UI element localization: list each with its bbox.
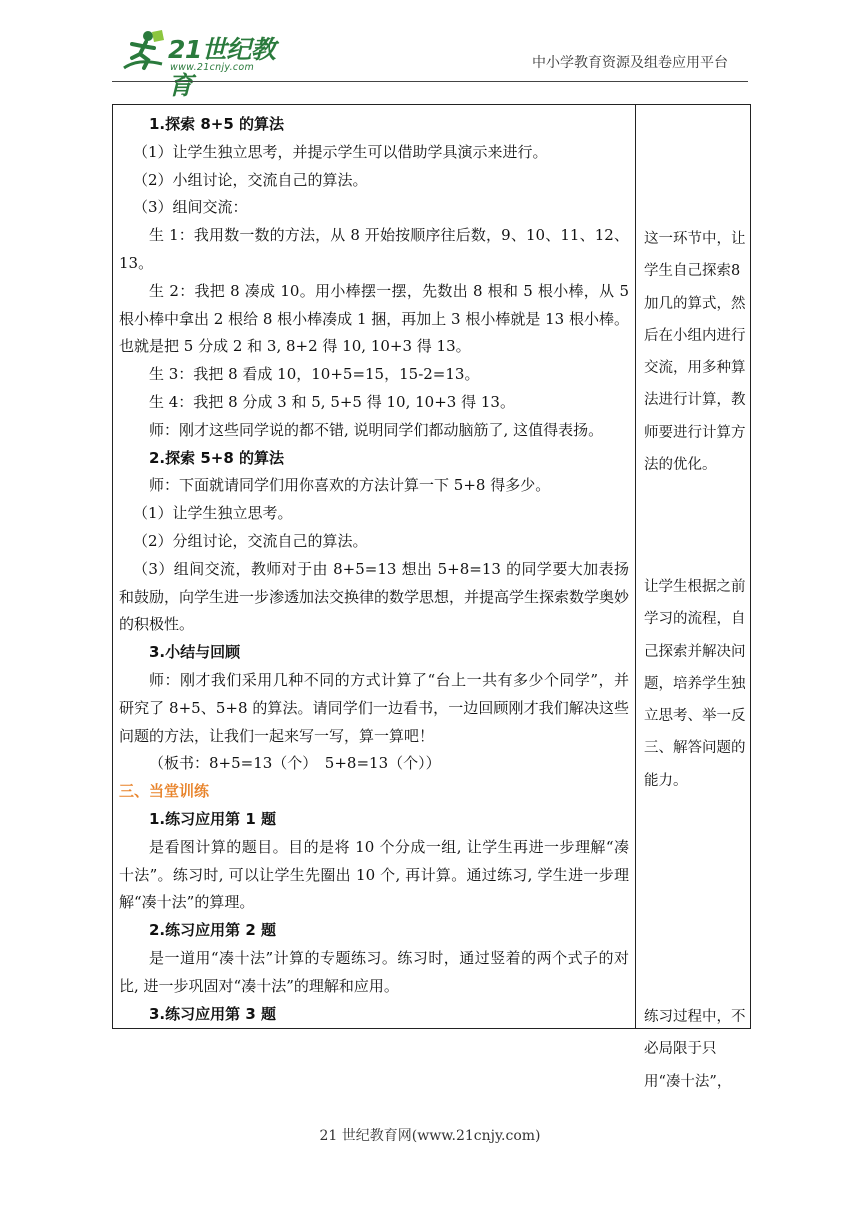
paragraph: 生 1：我用数一数的方法，从 8 开始按顺序往后数，9、10、11、12、13。 — [119, 226, 629, 272]
paragraph: 是看图计算的题目。目的是将 10 个分成一组, 让学生再进一步理解“凑十法”。练习时, 可以让学生先圈出 10 个, 再计算。通过练习, 学生进一步理解“凑十法”的算理。 — [119, 837, 629, 912]
section-heading: 三、当堂训练 — [119, 782, 210, 801]
lesson-content-cell — [113, 105, 636, 1029]
paragraph: 师：下面就请同学们用你喜欢的方法计算一下 5+8 得多少。 — [149, 476, 551, 495]
list-item: （3）组间交流，教师对于由 8+5=13 想出 5+8=13 的同学要大加表扬和鼓励，向学生进一步渗透加法交换律的数学思想，并提高学生探索数学奥妙的积极性。 — [119, 559, 630, 634]
list-item: （1）让学生独立思考。 — [133, 504, 293, 523]
paragraph: 师：刚才这些同学说的都不错, 说明同学们都动脑筋了, 这值得表扬。 — [149, 420, 604, 439]
subsection-heading: 2.探索 5+8 的算法 — [149, 448, 285, 467]
subsection-heading: 2.练习应用第 2 题 — [149, 921, 277, 940]
header-divider — [112, 81, 748, 82]
runner-icon — [118, 28, 168, 74]
design-note-3: 练习过程中，不必局限于只用“凑十法”， — [644, 1009, 746, 1090]
paragraph: 生 4：我把 8 分成 3 和 5, 5+5 得 10, 10+3 得 13。 — [149, 392, 515, 411]
page-header — [0, 0, 860, 100]
logo-url: www.21cnjy.com — [170, 62, 255, 73]
list-item: （2）分组讨论，交流自己的算法。 — [133, 531, 368, 550]
design-note-2: 让学生根据之前学习的流程，自己探索并解决问题，培养学生独立思考、举一反三、解答问题的能力。 — [644, 579, 746, 789]
paragraph: 生 3：我把 8 看成 10，10+5=15，15-2=13。 — [149, 365, 480, 384]
subsection-heading: 1.探索 8+5 的算法 — [149, 115, 285, 133]
subsection-heading: 1.练习应用第 1 题 — [149, 809, 277, 828]
lesson-content — [119, 111, 629, 1028]
subsection-heading: 3.小结与回顾 — [149, 643, 241, 662]
lesson-table — [112, 104, 751, 1090]
list-item: （1）让学生独立思考，并提示学生可以借助学具演示来进行。 — [133, 142, 548, 161]
site-logo[interactable] — [118, 28, 288, 100]
paragraph: 生 2：我把 8 凑成 10。用小棒摆一摆，先数出 8 根和 5 根小棒，从 5 根小棒中拿出 2 根给 8 根小棒凑成 1 捆，再加上 3 根小棒就是 13 根小棒。也就是把 5 分成 2 和 3, 8+2 得 10, 10+3 得 13。 — [119, 281, 629, 356]
design-note-1: 这一环节中，让学生自己探索8加几的算式，然后在小组内进行交流，用多种算法进行计算，教师要进行计算方法的优化。 — [644, 231, 746, 474]
subsection-heading: 3.练习应用第 3 题 — [149, 1004, 277, 1023]
paragraph: （板书：8+5=13（个） 5+8=13（个）） — [149, 754, 441, 773]
list-item: （2）小组讨论，交流自己的算法。 — [133, 170, 368, 189]
platform-name: 中小学教育资源及组卷应用平台 — [532, 55, 728, 71]
logo-text: 21世纪教育 — [168, 35, 276, 100]
page-footer: 21 世纪教育网(www.21cnjy.com) — [319, 1128, 541, 1144]
list-item: （3）组间交流： — [133, 198, 248, 217]
notes-cell — [636, 105, 751, 1090]
paragraph: 师：刚才我们采用几种不同的方式计算了“台上一共有多少个同学”，并研究了 8+5、5+8 的算法。请同学们一边看书，一边回顾刚才我们解决这些问题的方法，让我们一起来写一写，算一算吧！ — [119, 670, 629, 745]
paragraph: 是一道用“凑十法”计算的专题练习。练习时，通过竖着的两个式子的对比, 进一步巩固对“凑十法”的理解和应用。 — [119, 948, 629, 995]
